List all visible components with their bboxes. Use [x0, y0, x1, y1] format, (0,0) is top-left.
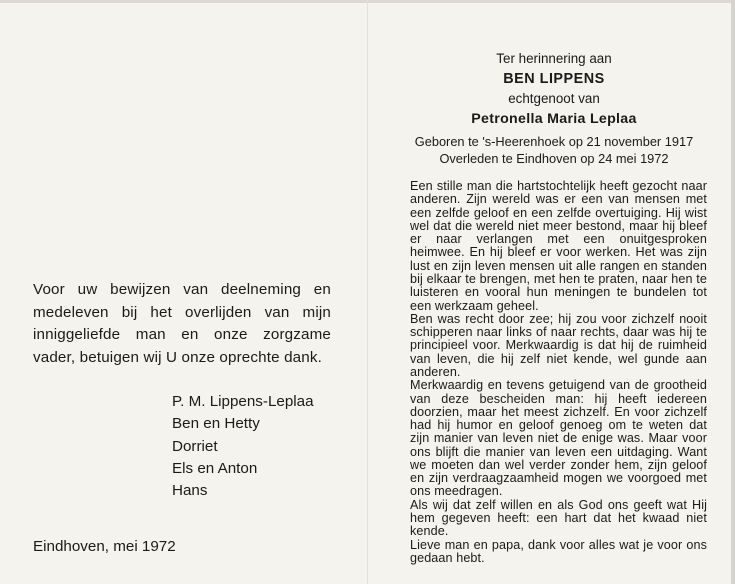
deceased-name: BEN LIPPENS — [503, 71, 605, 87]
obituary-paragraph: Ben was recht door zee; hij zou voor zichzelf nooit schipperen naar links of naar rechts, daar was hij te principieel voor. Merkwaardig is dat hij de ruimheid van leven, die hij zelf niet kende, wel gunde aan anderen. — [410, 311, 707, 379]
signer-name: Els en Anton — [172, 459, 258, 477]
card-right-edge — [731, 0, 735, 584]
obituary-paragraph: Een stille man die hartstochtelijk heeft gezocht naar anderen. Zijn wereld was er een van mensen met een zelfde geloof en een zelfde overtuiging. Hij wist wel dat die wereld niet meer bestond, maar hij bleef er naar verlangen met een onuitgesproken heimwee. En hij bleef er voor werken. Het was zijn lust en zijn leven mensen uit alle rangen en standen bij elkaar te brengen, met hen te praten, naar hen te luisteren en vooral hun meningen te bundelen tot een werkzaam geheel. — [410, 179, 707, 313]
thanks-message: Voor uw bewijzen van deelneming en medeleven bij het overlijden van mijn inniggeliefde man en onze zorgzame vader, betuigen wij U onze oprechte dank. — [33, 281, 331, 366]
obituary-paragraph: Als wij dat zelf willen en als God ons geeft wat Hij hem gegeven heeft: een hart dat het kwaad niet kende. — [410, 497, 707, 539]
in-memory-heading: Ter herinnering aan — [496, 51, 612, 66]
signer-name: Hans — [172, 482, 208, 500]
signers-list — [172, 391, 314, 502]
spouse-label: echtgenoot van — [508, 91, 600, 106]
obituary-paragraph: Merkwaardig en tevens getuigend van de grootheid van deze bescheiden man: hij heeft iedereen doorzien, maar het meest zichzelf. En voor zichzelf had hij humor en geloof genoeg om te weten dat zijn manier van leven niet de enige was. Maar voor ons blijft die manier van leven een uitdaging. Want we moeten dan wel verder zonder hem, zijn geloof en zijn verdraagzaamheid mogen we voorgoed met ons meedragen. — [410, 378, 707, 499]
place-and-date: Eindhoven, mei 1972 — [33, 538, 176, 555]
obituary-text — [410, 180, 707, 565]
signer-name: Dorriet — [172, 437, 218, 455]
card-fold-line — [367, 0, 368, 584]
death-line: Overleden te Eindhoven op 24 mei 1972 — [439, 151, 669, 166]
spouse-name: Petronella Maria Leplaa — [471, 111, 637, 127]
signer-name: Ben en Hetty — [172, 415, 260, 433]
life-dates — [395, 133, 713, 167]
obituary-paragraph: Lieve man en papa, dank voor alles wat je voor ons gedaan hebt. — [410, 537, 707, 565]
signer-name: P. M. Lippens-Leplaa — [172, 393, 314, 410]
birth-line: Geboren te 's-Heerenhoek op 21 november 1917 — [414, 134, 694, 149]
